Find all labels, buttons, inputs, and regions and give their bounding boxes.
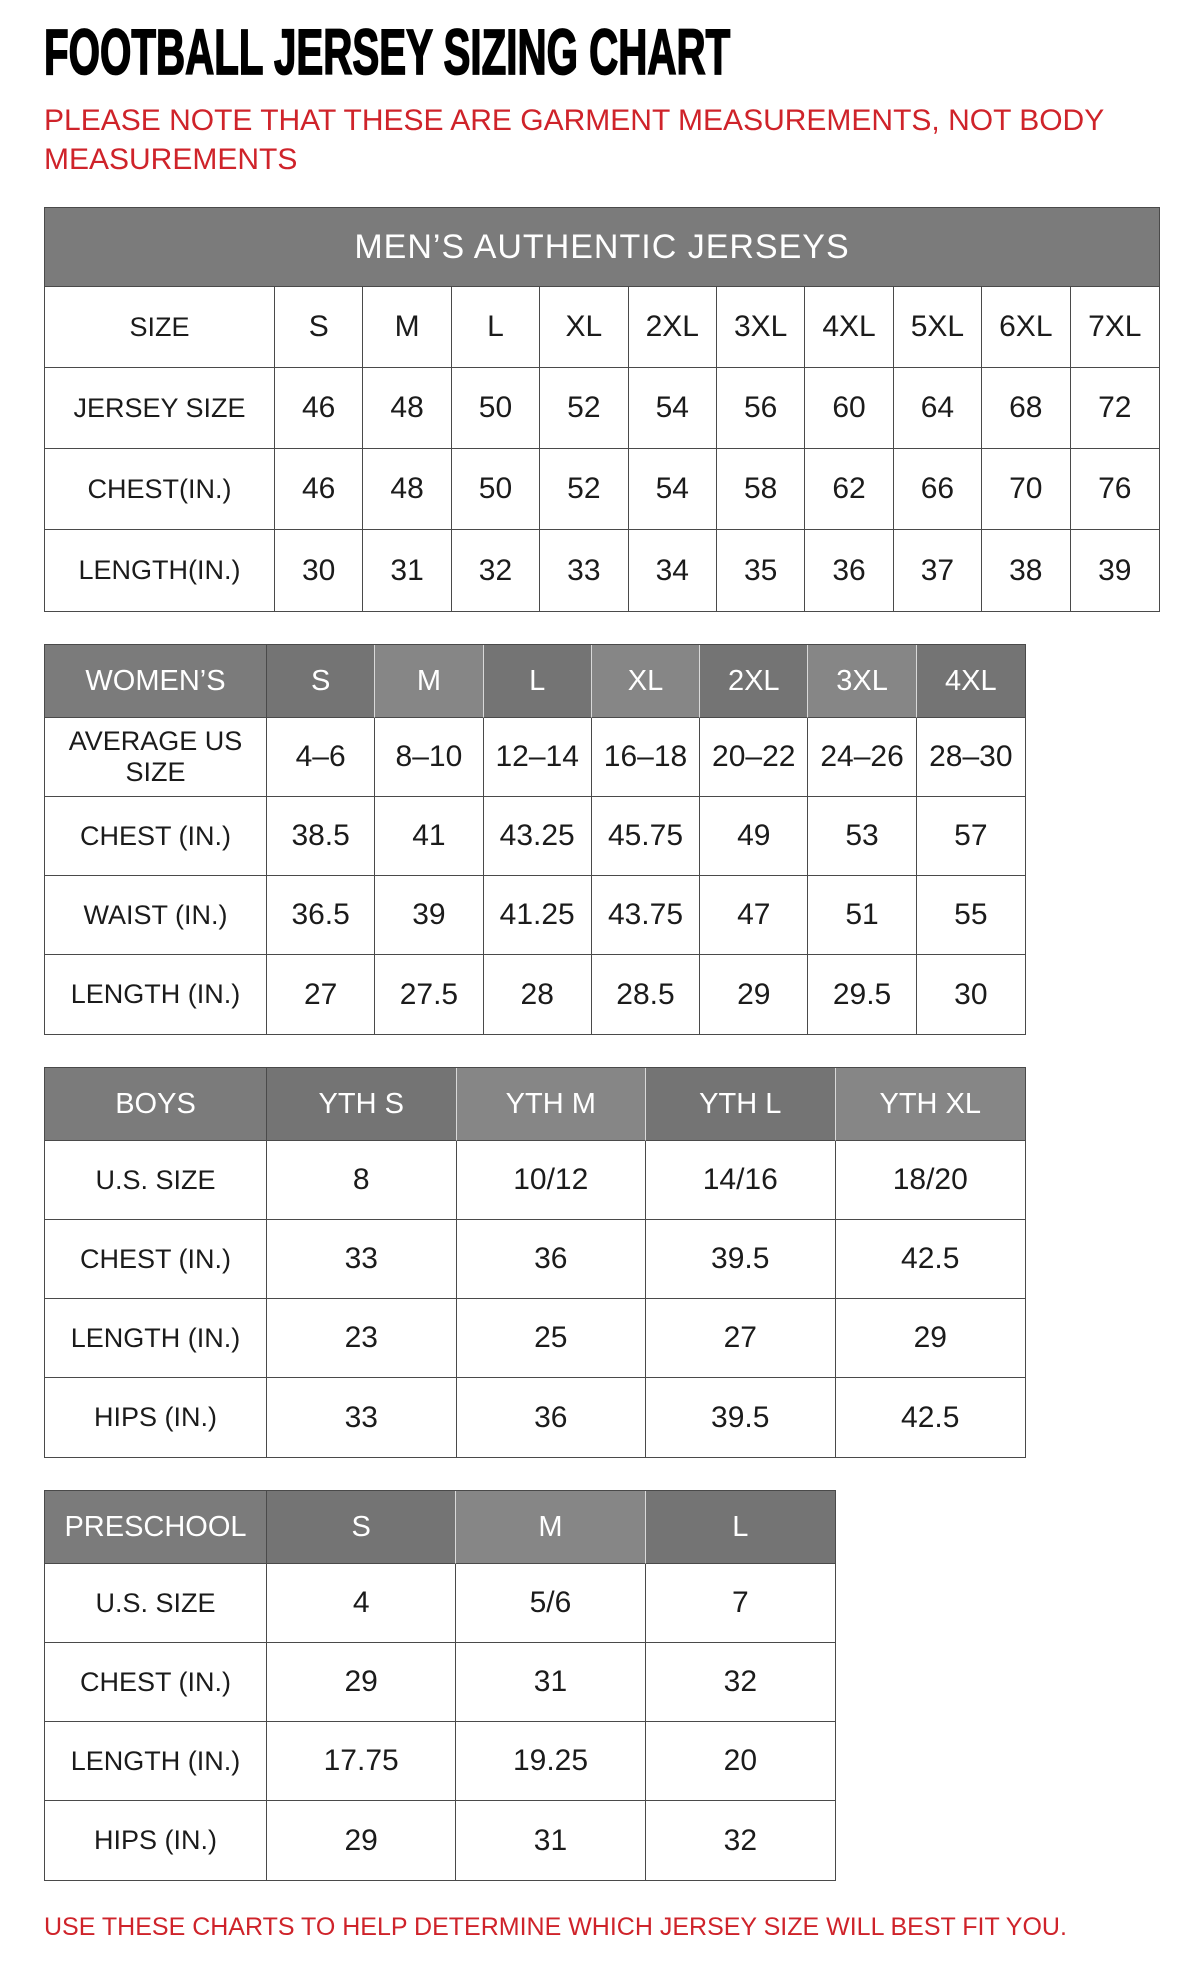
- row-label: WAIST (IN.): [45, 876, 267, 955]
- mens-table-body: [45, 287, 1159, 611]
- cell-value: 29.5: [808, 955, 916, 1034]
- cell-value: 28–30: [917, 718, 1025, 797]
- cell-value: 72: [1071, 368, 1159, 449]
- cell-value: 29: [836, 1299, 1026, 1378]
- table-row: [45, 797, 1025, 876]
- table-title: WOMEN’S: [45, 645, 267, 718]
- cell-value: 8–10: [375, 718, 483, 797]
- cell-value: 36: [457, 1220, 647, 1299]
- cell-value: 32: [452, 530, 540, 611]
- cell-value: 29: [700, 955, 808, 1034]
- cell-value: 29: [267, 1801, 456, 1880]
- row-label: AVERAGE US SIZE: [45, 718, 267, 797]
- cell-value: 41.25: [484, 876, 592, 955]
- cell-value: 37: [894, 530, 982, 611]
- cell-value: 29: [267, 1643, 456, 1722]
- cell-value: 48: [363, 449, 451, 530]
- cell-value: 39.5: [646, 1378, 836, 1457]
- cell-value: 62: [805, 449, 893, 530]
- column-header: 4XL: [917, 645, 1025, 718]
- page-title: FOOTBALL JERSEY SIZING CHART: [44, 16, 731, 88]
- table-title: PRESCHOOL: [45, 1491, 267, 1564]
- table-row: [45, 1141, 1025, 1220]
- column-header: YTH S: [267, 1068, 457, 1141]
- cell-value: 4–6: [267, 718, 375, 797]
- cell-value: 14/16: [646, 1141, 836, 1220]
- column-header: 2XL: [700, 645, 808, 718]
- cell-value: 17.75: [267, 1722, 456, 1801]
- table-row: [45, 1378, 1025, 1457]
- cell-value: 49: [700, 797, 808, 876]
- cell-value: 51: [808, 876, 916, 955]
- cell-value: 30: [954, 977, 988, 1011]
- table-row: [45, 876, 1025, 955]
- row-label: HIPS (IN.): [45, 1378, 267, 1457]
- column-header: S: [267, 645, 375, 718]
- cell-value: 3XL: [717, 287, 805, 368]
- cell-value: 32: [723, 1823, 758, 1857]
- cell-value: 12–14: [484, 718, 592, 797]
- cell-value: 34: [629, 530, 717, 611]
- fit-advice-footer: USE THESE CHARTS TO HELP DETERMINE WHICH JERSEY SIZE WILL BEST FIT YOU.: [44, 1913, 1067, 1942]
- cell-value: 52: [540, 449, 628, 530]
- cell-value: 32: [646, 1643, 835, 1722]
- cell-value: 31: [456, 1643, 645, 1722]
- table-row: [45, 1299, 1025, 1378]
- mens-authentic-jerseys-table: [44, 207, 1160, 612]
- cell-value: 28: [484, 955, 592, 1034]
- cell-value: 36: [457, 1378, 647, 1457]
- cell-value: 2XL: [629, 287, 717, 368]
- cell-value: 36: [805, 530, 893, 611]
- row-label: LENGTH (IN.): [45, 1299, 267, 1378]
- cell-value: 16–18: [592, 718, 700, 797]
- cell-value: 27.5: [375, 955, 483, 1034]
- cell-value: 50: [452, 449, 540, 530]
- table-title: BOYS: [45, 1068, 267, 1141]
- cell-value: 43.25: [484, 797, 592, 876]
- table-row: [45, 1722, 835, 1801]
- row-label: JERSEY SIZE: [45, 368, 275, 449]
- mens-table-banner: MEN’S AUTHENTIC JERSEYS: [45, 208, 1159, 287]
- cell-value: 76: [1071, 449, 1159, 530]
- table-header-row: [45, 1068, 1025, 1141]
- cell-value: 27: [267, 955, 375, 1034]
- cell-value: 23: [267, 1299, 457, 1378]
- womens-table-body: [45, 718, 1025, 1034]
- cell-value: 57: [917, 797, 1025, 876]
- cell-value: S: [275, 287, 363, 368]
- table-row: [45, 955, 1025, 1034]
- row-label: SIZE: [45, 287, 275, 368]
- cell-value: 28.5: [592, 955, 700, 1034]
- garment-measurements-note: PLEASE NOTE THAT THESE ARE GARMENT MEASUREMENTS, NOT BODY MEASUREMENTS: [44, 104, 1104, 177]
- cell-value: 54: [629, 449, 717, 530]
- cell-value: 4XL: [805, 287, 893, 368]
- cell-value: 55: [917, 876, 1025, 955]
- cell-value: 58: [717, 449, 805, 530]
- cell-value: 20–22: [700, 718, 808, 797]
- cell-value: 45.75: [592, 797, 700, 876]
- table-row: [45, 368, 1159, 449]
- cell-value: 43.75: [592, 876, 700, 955]
- row-label: CHEST(IN.): [45, 449, 275, 530]
- cell-value: 60: [805, 368, 893, 449]
- cell-value: 50: [452, 368, 540, 449]
- cell-value: 25: [457, 1299, 647, 1378]
- column-header: S: [267, 1491, 456, 1564]
- row-label: CHEST (IN.): [45, 797, 267, 876]
- cell-value: 70: [982, 449, 1070, 530]
- cell-value: 54: [629, 368, 717, 449]
- cell-value: 33: [540, 530, 628, 611]
- table-row: [45, 449, 1159, 530]
- table-row: [45, 1564, 835, 1643]
- cell-value: 47: [700, 876, 808, 955]
- cell-value: 39: [375, 876, 483, 955]
- cell-value: 33: [267, 1378, 457, 1457]
- row-label: LENGTH(IN.): [45, 530, 275, 611]
- column-header: M: [375, 645, 483, 718]
- row-label: CHEST (IN.): [45, 1220, 267, 1299]
- table-banner-row: [45, 208, 1159, 287]
- cell-value: 8: [267, 1141, 457, 1220]
- cell-value: 39: [1098, 553, 1132, 587]
- table-row: [45, 718, 1025, 797]
- boys-table-body: [45, 1141, 1025, 1457]
- boys-table: [44, 1067, 1026, 1458]
- row-label: LENGTH (IN.): [45, 1722, 267, 1801]
- cell-value: 38: [982, 530, 1070, 611]
- cell-value: 42.5: [836, 1220, 1026, 1299]
- column-header: M: [456, 1491, 645, 1564]
- cell-value: 66: [894, 449, 982, 530]
- cell-value: 7XL: [1071, 287, 1159, 368]
- cell-value: 46: [275, 368, 363, 449]
- column-header: 3XL: [808, 645, 916, 718]
- cell-value: 52: [540, 368, 628, 449]
- cell-value: 31: [363, 530, 451, 611]
- row-label: U.S. SIZE: [45, 1141, 267, 1220]
- cell-value: 10/12: [457, 1141, 647, 1220]
- table-row: [45, 1220, 1025, 1299]
- cell-value: 39.5: [646, 1220, 836, 1299]
- cell-value: 42.5: [901, 1400, 960, 1434]
- cell-value: 48: [363, 368, 451, 449]
- cell-value: 7: [646, 1564, 835, 1643]
- cell-value: 4: [267, 1564, 456, 1643]
- cell-value: 53: [808, 797, 916, 876]
- cell-value: 30: [275, 530, 363, 611]
- cell-value: 20: [646, 1722, 835, 1801]
- preschool-table: [44, 1490, 836, 1881]
- cell-value: XL: [540, 287, 628, 368]
- row-label: CHEST (IN.): [45, 1643, 267, 1722]
- cell-value: 38.5: [267, 797, 375, 876]
- cell-value: 6XL: [982, 287, 1070, 368]
- cell-value: 41: [375, 797, 483, 876]
- column-header: XL: [592, 645, 700, 718]
- cell-value: 19.25: [456, 1722, 645, 1801]
- cell-value: 27: [646, 1299, 836, 1378]
- cell-value: 5/6: [456, 1564, 645, 1643]
- cell-value: 56: [717, 368, 805, 449]
- table-row: [45, 287, 1159, 368]
- cell-value: L: [452, 287, 540, 368]
- cell-value: M: [363, 287, 451, 368]
- column-header: YTH XL: [836, 1068, 1026, 1141]
- cell-value: 5XL: [894, 287, 982, 368]
- cell-value: 31: [456, 1801, 645, 1880]
- cell-value: 18/20: [836, 1141, 1026, 1220]
- cell-value: 35: [717, 530, 805, 611]
- column-header: L: [646, 1491, 835, 1564]
- row-label: LENGTH (IN.): [45, 955, 267, 1034]
- table-row: [45, 1801, 835, 1880]
- cell-value: 36.5: [267, 876, 375, 955]
- table-header-row: [45, 1491, 835, 1564]
- cell-value: 68: [982, 368, 1070, 449]
- womens-table: [44, 644, 1026, 1035]
- row-label: U.S. SIZE: [45, 1564, 267, 1643]
- column-header: L: [484, 645, 592, 718]
- preschool-table-body: [45, 1564, 835, 1880]
- table-header-row: [45, 645, 1025, 718]
- cell-value: 64: [894, 368, 982, 449]
- table-row: [45, 1643, 835, 1722]
- row-label: HIPS (IN.): [45, 1801, 267, 1880]
- column-header: YTH M: [457, 1068, 647, 1141]
- cell-value: 33: [267, 1220, 457, 1299]
- cell-value: 24–26: [808, 718, 916, 797]
- column-header: YTH L: [646, 1068, 836, 1141]
- cell-value: 46: [275, 449, 363, 530]
- table-row: [45, 530, 1159, 611]
